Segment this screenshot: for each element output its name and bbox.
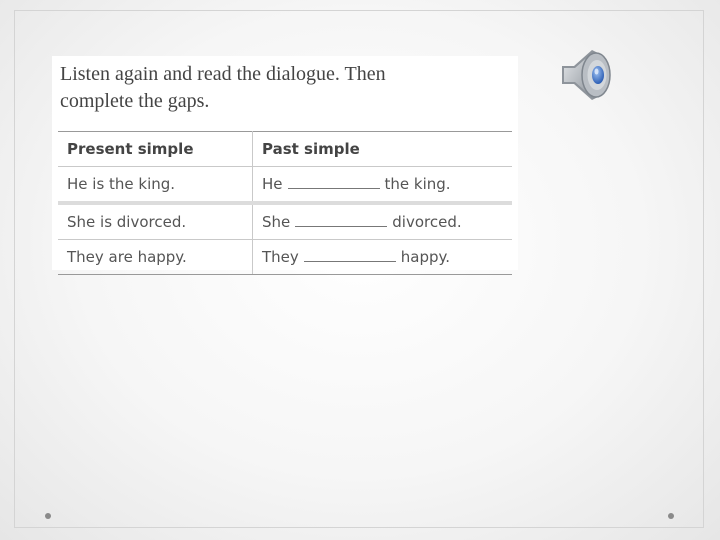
present-cell: They are happy. xyxy=(58,240,253,275)
bullet-right-decoration xyxy=(668,513,674,519)
gap-blank xyxy=(288,175,380,189)
past-subject: They xyxy=(262,248,299,266)
gap-blank xyxy=(304,248,396,262)
exercise-instruction xyxy=(60,61,512,115)
speaker-icon-graphic xyxy=(556,44,616,104)
past-cell xyxy=(253,167,513,204)
table-header-row xyxy=(58,132,512,167)
grammar-table xyxy=(58,131,512,275)
speaker-icon[interactable] xyxy=(556,44,616,104)
table-row xyxy=(58,203,512,240)
present-cell: He is the king. xyxy=(58,167,253,204)
past-rest: happy. xyxy=(400,248,451,266)
past-subject: He xyxy=(262,175,283,193)
past-rest: the king. xyxy=(384,175,451,193)
past-cell xyxy=(253,203,513,240)
past-cell xyxy=(253,240,513,275)
past-rest: divorced. xyxy=(392,213,462,231)
gap-blank xyxy=(295,213,387,227)
header-present-simple: Present simple xyxy=(58,132,253,167)
past-subject: She xyxy=(262,213,291,231)
table-row xyxy=(58,240,512,275)
table-row xyxy=(58,167,512,204)
instruction-line-1: Listen again and read the dialogue. Then xyxy=(60,63,386,85)
exercise-image xyxy=(52,56,518,270)
instruction-line-2: complete the gaps. xyxy=(60,90,210,112)
header-past-simple: Past simple xyxy=(253,132,513,167)
present-cell: She is divorced. xyxy=(58,203,253,240)
bullet-left-decoration xyxy=(45,513,51,519)
